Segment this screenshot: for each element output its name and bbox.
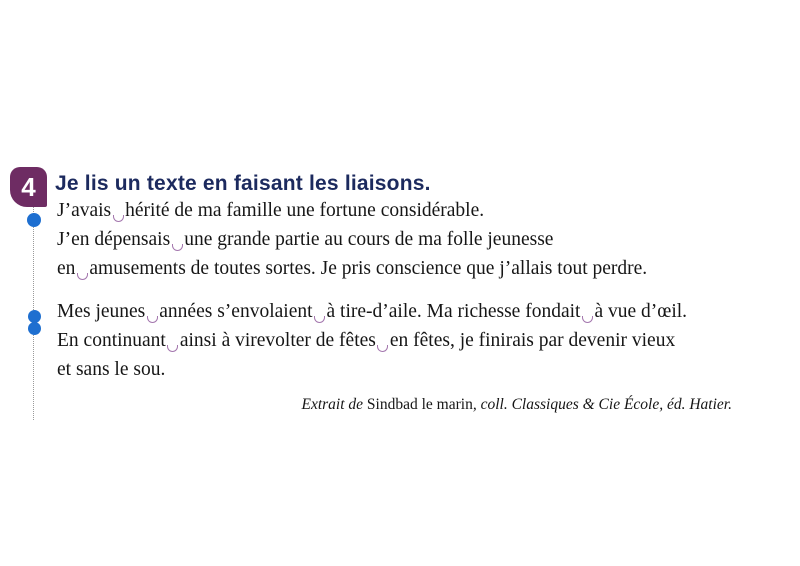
reading-paragraph-2	[57, 297, 747, 384]
liaison-arc-icon	[147, 316, 158, 323]
liaison-arc-icon	[167, 345, 178, 352]
text-line: en amusements de toutes sortes. Je pris conscience que j’allais tout perdre.	[57, 258, 648, 279]
text-line: En continuant ainsi à virevolter de fêtes en fêtes, je finirais par devenir vieux	[57, 330, 676, 351]
liaison-arc-icon	[582, 316, 593, 323]
source-attribution	[301, 395, 732, 415]
reading-text	[57, 196, 747, 384]
text-line: Mes jeunes années s’envolaient à tire-d’aile. Ma richesse fondait à vue d’œil.	[57, 301, 688, 322]
liaison-arc-icon	[172, 244, 183, 251]
text-line: et sans le sou.	[57, 359, 166, 380]
exercise-number-badge: 4	[10, 167, 47, 207]
attribution-work-title: Sindbad le marin	[366, 396, 473, 413]
liaison-arc-icon	[314, 316, 325, 323]
liaison-arc-icon	[377, 345, 388, 352]
attribution-tail: , coll. Classiques & Cie École, éd. Hatier.	[472, 396, 732, 413]
paragraph-bullet-double-bottom	[28, 322, 41, 335]
liaison-arc-icon	[77, 273, 88, 280]
text-line: J’en dépensais une grande partie au cours de ma folle jeunesse	[57, 229, 554, 250]
exercise-title: Je lis un texte en faisant les liaisons.	[55, 172, 431, 195]
paragraph-bullet-single	[27, 213, 41, 227]
text-line: J’avais hérité de ma famille une fortune considérable.	[57, 200, 485, 221]
attribution-lead: Extrait de	[301, 396, 367, 413]
reading-paragraph-1	[57, 196, 747, 283]
liaison-arc-icon	[113, 215, 124, 222]
